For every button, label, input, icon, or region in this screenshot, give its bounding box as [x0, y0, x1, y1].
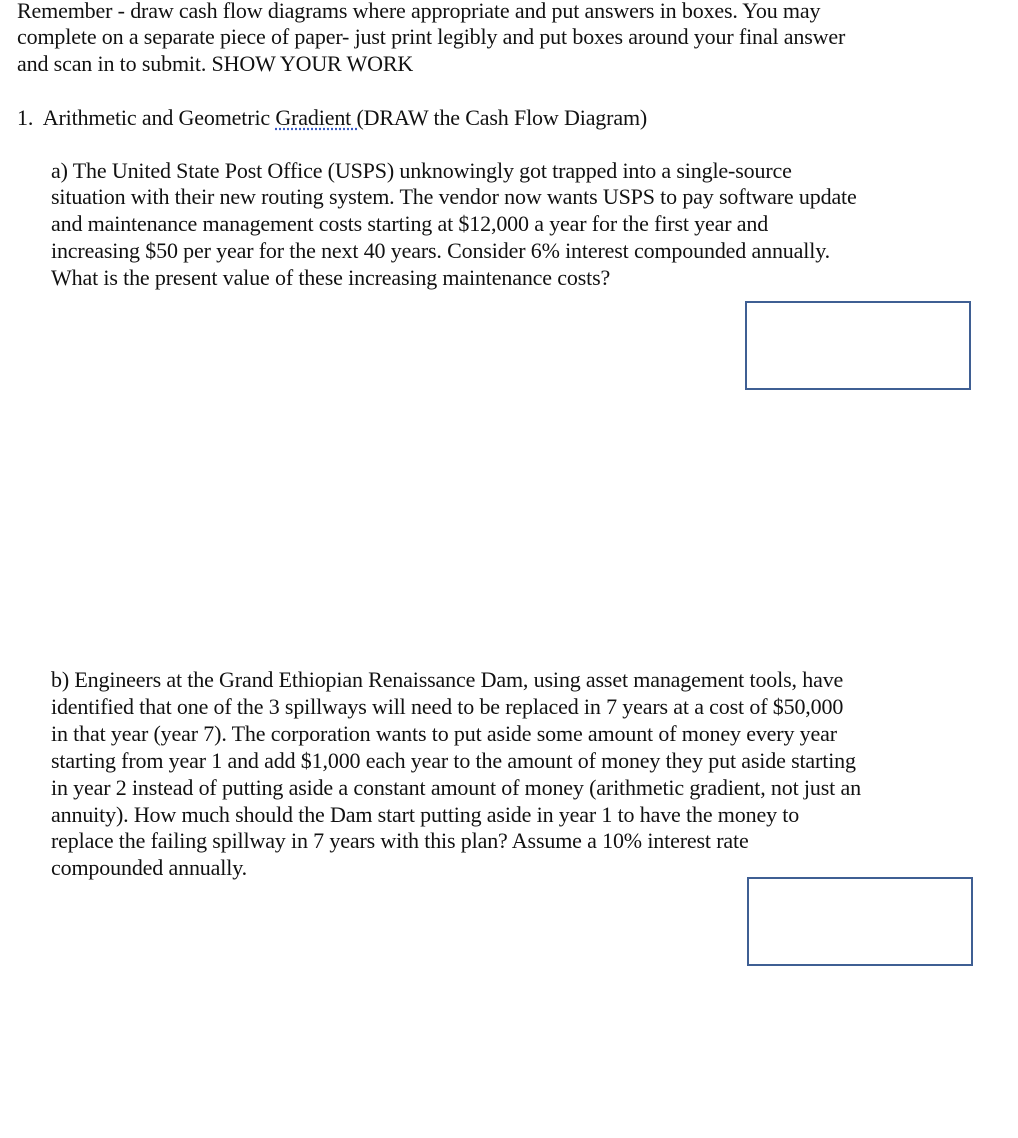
part-a-answer-box[interactable]	[745, 301, 971, 390]
part-a-line-5: What is the present value of these increasing maintenance costs?	[51, 265, 611, 290]
part-b-line-4: starting from year 1 and add $1,000 each year to the amount of money they put aside starting	[51, 748, 856, 773]
question-heading-underlined: Gradient (	[275, 105, 364, 130]
instructions-line-1: Remember - draw cash flow diagrams where appropriate and put answers in boxes. You may	[17, 0, 821, 23]
part-b-line-7: replace the failing spillway in 7 years with this plan? Assume a 10% interest rate	[51, 828, 749, 853]
question-heading-start: Arithmetic and Geometric	[42, 105, 276, 130]
part-b-line-6: annuity). How much should the Dam start putting aside in year 1 to have the money to	[51, 802, 800, 827]
question-1-heading	[17, 105, 647, 131]
instructions-line-2: complete on a separate piece of paper- just print legibly and put boxes around your final answer	[17, 24, 846, 49]
part-a-line-1: a) The United State Post Office (USPS) unknowingly got trapped into a single-source	[51, 158, 792, 183]
part-b-line-5: in year 2 instead of putting aside a constant amount of money (arithmetic gradient, not just an	[51, 775, 861, 800]
part-b-line-8: compounded annually.	[51, 855, 247, 880]
part-b-line-3: in that year (year 7). The corporation wants to put aside some amount of money every year	[51, 721, 837, 746]
part-b-answer-box[interactable]	[747, 877, 973, 966]
part-a-line-3: and maintenance management costs starting at $12,000 a year for the first year and	[51, 211, 769, 236]
part-a-line-4: increasing $50 per year for the next 40 years. Consider 6% interest compounded annually.	[51, 238, 830, 263]
question-number: 1.	[17, 105, 34, 130]
part-b-line-1: b) Engineers at the Grand Ethiopian Renaissance Dam, using asset management tools, have	[51, 667, 844, 692]
part-b-line-2: identified that one of the 3 spillways will need to be replaced in 7 years at a cost of $50,000	[51, 694, 844, 719]
question-heading-end: DRAW the Cash Flow Diagram)	[363, 105, 648, 130]
instructions-line-3: and scan in to submit. SHOW YOUR WORK	[17, 51, 414, 76]
part-a-line-2: situation with their new routing system. The vendor now wants USPS to pay software update	[51, 184, 857, 209]
